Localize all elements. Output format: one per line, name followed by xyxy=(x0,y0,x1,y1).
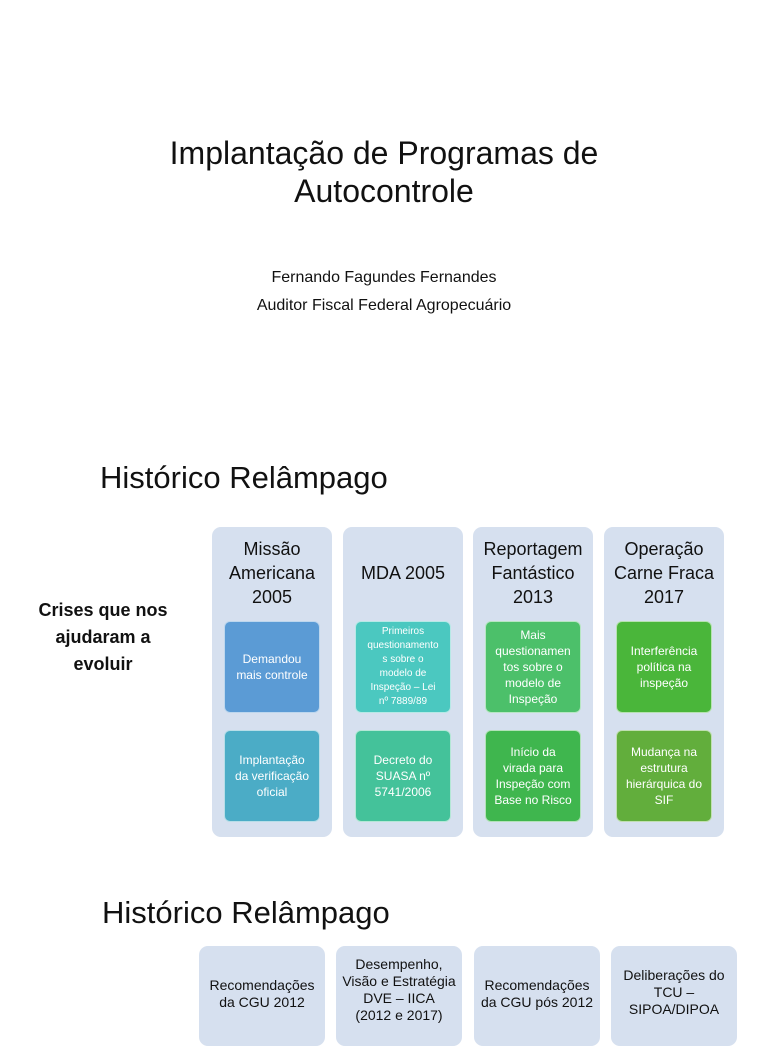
consequence-card xyxy=(616,621,712,713)
crisis-column-reportagem-fantastico xyxy=(473,527,593,837)
card-line: Interferência xyxy=(630,644,698,658)
card-line: SIF xyxy=(654,793,674,807)
history-item-line: TCU – xyxy=(653,984,695,1000)
consequence-card xyxy=(355,621,451,713)
card-line: inspeção xyxy=(639,676,689,690)
history-item-dve-iica xyxy=(336,946,462,1046)
crisis-column-mda-2005 xyxy=(343,527,463,837)
history-item-line: Desempenho, xyxy=(355,956,443,972)
card-line: Primeiros xyxy=(381,626,425,637)
outcome-card xyxy=(616,730,712,822)
column-header xyxy=(343,561,463,585)
card-line: Base no Risco xyxy=(494,793,572,807)
side-label-line-3: evoluir xyxy=(73,654,133,674)
column-header-line: 2017 xyxy=(643,587,685,607)
author-block xyxy=(0,264,768,320)
crisis-column-missao-americana xyxy=(212,527,332,837)
card-line: Mudança na xyxy=(630,745,698,759)
card-line: da verificação xyxy=(234,769,310,783)
column-header xyxy=(604,537,724,609)
side-label-line-1: Crises que nos xyxy=(38,600,168,620)
column-header-line: Americana xyxy=(228,563,316,583)
card-line: oficial xyxy=(256,785,288,799)
title-line-1: Implantação de Programas de xyxy=(169,135,599,171)
card-line: Inspeção – Lei xyxy=(370,682,436,693)
card-line: SUASA nº xyxy=(375,769,431,783)
history-item-tcu xyxy=(611,946,737,1046)
card-line: hierárquica do xyxy=(625,777,703,791)
column-header-line: MDA 2005 xyxy=(360,563,446,583)
history-item-line: SIPOA/DIPOA xyxy=(628,1001,720,1017)
slide-heading: Histórico Relâmpago xyxy=(102,895,390,930)
card-line: Inspeção com xyxy=(495,777,571,791)
card-line: Demandou xyxy=(242,652,302,666)
author-name: Fernando Fagundes Fernandes xyxy=(271,269,497,286)
card-line: Mais xyxy=(520,628,546,642)
card-line: Implantação xyxy=(239,753,305,767)
slide-heading: Histórico Relâmpago xyxy=(100,460,388,495)
card-line: s sobre o xyxy=(382,654,424,665)
title-line-2: Autocontrole xyxy=(294,173,474,209)
column-header-line: Reportagem xyxy=(483,539,583,559)
consequence-card xyxy=(485,621,581,713)
column-header-line: 2005 xyxy=(251,587,293,607)
history-item-line: Recomendações xyxy=(209,977,315,993)
consequence-card xyxy=(224,621,320,713)
history-item-text xyxy=(336,956,462,1024)
card-line: modelo de xyxy=(504,676,562,690)
history-item-line: da CGU pós 2012 xyxy=(480,994,594,1010)
outcome-card xyxy=(224,730,320,822)
column-header-line: Operação xyxy=(624,539,704,559)
column-header-line: Fantástico xyxy=(491,563,575,583)
history-item-text xyxy=(474,977,600,1011)
author-role: Auditor Fiscal Federal Agropecuário xyxy=(256,297,512,314)
history-item-line: Recomendações xyxy=(484,977,590,993)
history-item-text xyxy=(611,967,737,1018)
column-header xyxy=(212,537,332,609)
history-item-line: Visão e Estratégia xyxy=(342,973,456,989)
crisis-column-operacao-carne-fraca xyxy=(604,527,724,837)
card-line: nº 7889/89 xyxy=(378,696,428,707)
history-item-line: da CGU 2012 xyxy=(219,994,305,1010)
card-line: política na xyxy=(636,660,692,674)
side-label-line-2: ajudaram a xyxy=(55,627,151,647)
card-line: tos sobre o xyxy=(503,660,563,674)
history-item-cgu-2012 xyxy=(199,946,325,1046)
history-item-line: (2012 e 2017) xyxy=(355,1007,443,1023)
outcome-card xyxy=(485,730,581,822)
column-header-line: Carne Fraca xyxy=(613,563,715,583)
card-line: questionamento xyxy=(367,640,439,651)
card-line: Decreto do xyxy=(373,753,433,767)
column-header-line: 2013 xyxy=(512,587,554,607)
card-line: modelo de xyxy=(379,668,427,679)
card-line: mais controle xyxy=(236,668,308,682)
card-line: Inspeção xyxy=(508,692,558,706)
column-header-line: Missão xyxy=(243,539,301,559)
side-label xyxy=(24,597,182,678)
card-line: 5741/2006 xyxy=(374,785,432,799)
history-item-cgu-pos-2012 xyxy=(474,946,600,1046)
outcome-card xyxy=(355,730,451,822)
card-line: questionamen xyxy=(495,644,571,658)
card-line: Início da xyxy=(510,745,556,759)
history-item-text xyxy=(199,977,325,1011)
history-item-line: Deliberações do xyxy=(623,967,725,983)
history-item-line: DVE – IICA xyxy=(363,990,435,1006)
card-line: estrutura xyxy=(640,761,688,775)
column-header xyxy=(473,537,593,609)
card-line: virada para xyxy=(502,761,564,775)
presentation-title xyxy=(0,134,768,210)
